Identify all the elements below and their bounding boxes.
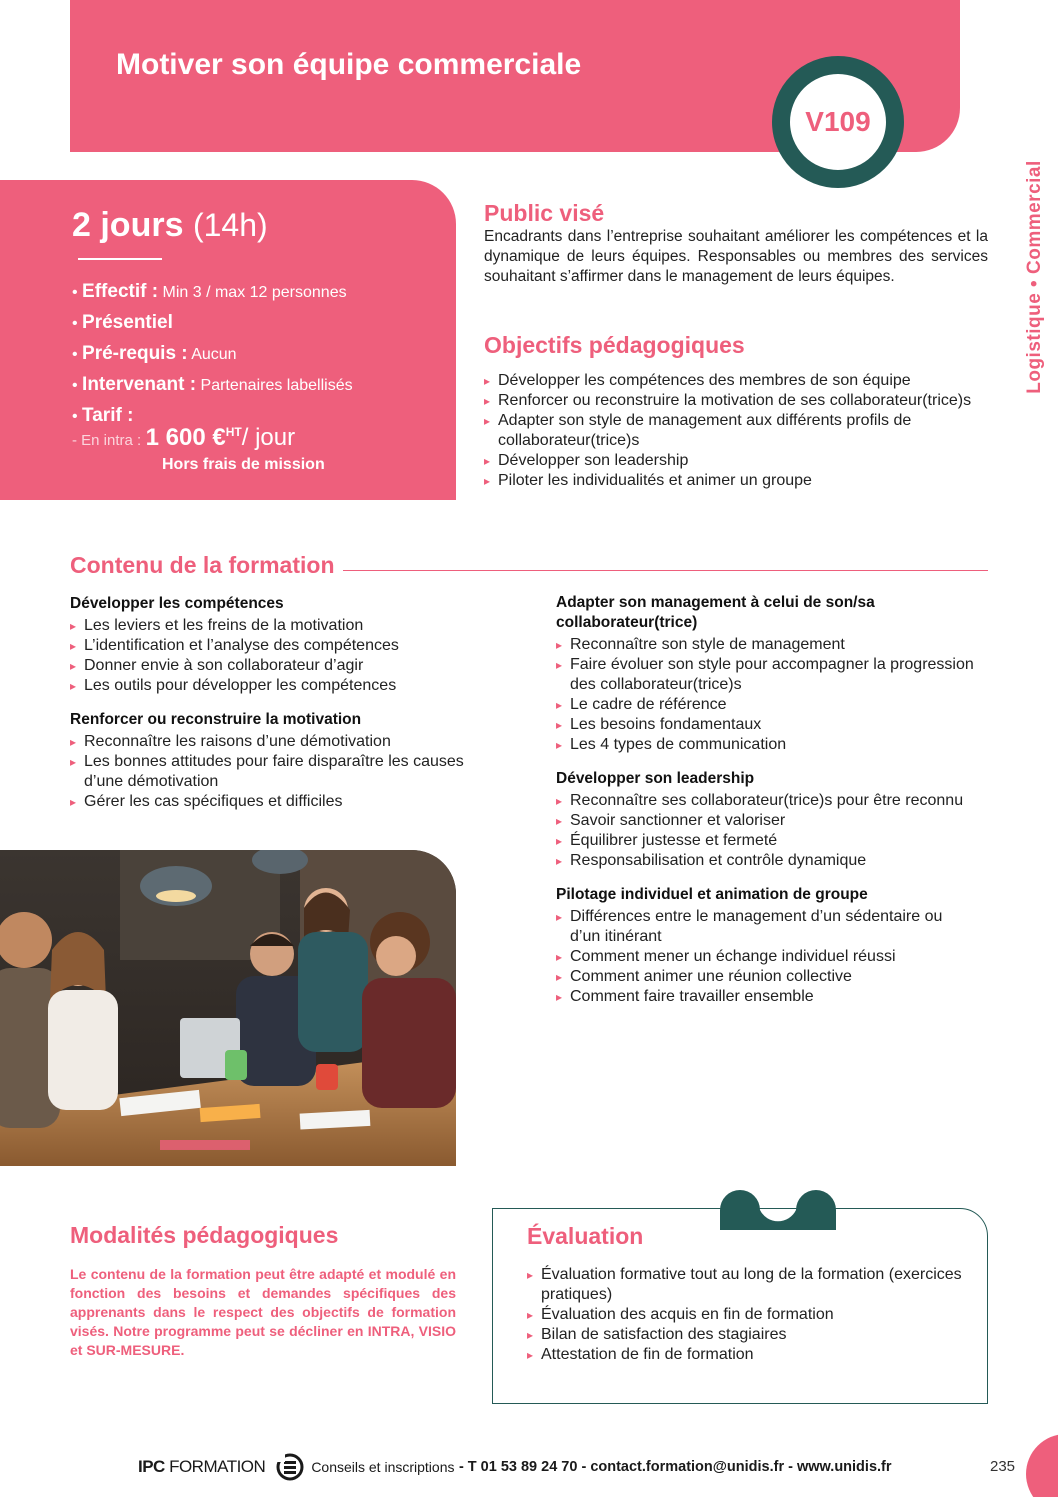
list-item: ▸ Donner envie à son collaborateur d’agir — [70, 656, 480, 676]
contenu-group — [556, 769, 976, 871]
info-label: Effectif : — [82, 281, 159, 302]
tarif-price-value: 1 600 € — [145, 424, 226, 451]
evaluation-box — [492, 1208, 988, 1404]
team-meeting-photo — [0, 850, 456, 1166]
evaluation-title: Évaluation — [527, 1223, 644, 1249]
duration — [72, 206, 268, 245]
list-item: ▸ Développer son leadership — [484, 451, 994, 471]
footer — [138, 1450, 892, 1484]
list-item: ▸ Les leviers et les freins de la motivation — [70, 616, 480, 636]
team-meeting-illustration — [0, 850, 456, 1166]
info-value: Min 3 / max 12 personnes — [162, 284, 347, 301]
tarif-prefix: - En intra : — [72, 432, 142, 449]
list-item: ▸ Les bonnes attitudes pour faire disparaître les causes d’une démotivation — [70, 752, 480, 792]
tarif-note: Hors frais de mission — [162, 456, 325, 473]
list-item: ▸ Bilan de satisfaction des stagiaires — [527, 1325, 967, 1345]
divider — [343, 570, 989, 572]
corner-decoration — [1026, 1434, 1058, 1497]
list-item: ▸ Développer les compétences des membres de son équipe — [484, 371, 994, 391]
group-heading: Développer son leadership — [556, 770, 755, 787]
objectifs-section — [484, 332, 994, 491]
info-row-effectif: • Effectif : Min 3 / max 12 personnes — [72, 281, 347, 302]
list-item: ▸ Reconnaître son style de management — [556, 635, 976, 655]
list-item: ▸ Les outils pour développer les compétences — [70, 676, 480, 696]
group-heading: Pilotage individuel et animation de groupe — [556, 886, 868, 903]
contenu-left-column — [70, 594, 480, 826]
objectifs-title: Objectifs pédagogiques — [484, 332, 745, 358]
list-item: ▸ Piloter les individualités et animer un groupe — [484, 471, 994, 491]
info-label: Présentiel — [82, 312, 173, 333]
contenu-group — [70, 594, 480, 696]
info-row-prerequis: • Pré-requis : Aucun — [72, 343, 237, 364]
list-item: ▸ Équilibrer justesse et fermeté — [556, 831, 976, 851]
info-label: Intervenant : — [82, 374, 197, 395]
list-item: ▸ Gérer les cas spécifiques et difficiles — [70, 792, 480, 812]
public-section — [484, 200, 988, 287]
duration-days: 2 jours — [72, 206, 184, 244]
conseil-logo-icon — [275, 1452, 305, 1482]
list-item: ▸ Attestation de fin de formation — [527, 1345, 967, 1365]
list-item: ▸ Les besoins fondamentaux — [556, 715, 976, 735]
list-item: ▸ Comment mener un échange individuel réussi — [556, 947, 976, 967]
info-value: Aucun — [191, 346, 237, 363]
list-item: ▸ L’identification et l’analyse des compétences — [70, 636, 480, 656]
list-item: ▸ Les 4 types de communication — [556, 735, 976, 755]
course-code: V109 — [805, 106, 871, 137]
contenu-group — [70, 710, 480, 812]
list-item: ▸ Reconnaître ses collaborateur(trice)s pour être reconnu — [556, 791, 976, 811]
tarif-line — [72, 424, 295, 452]
tarif-unit: / jour — [241, 424, 296, 451]
list-item: ▸ Reconnaître les raisons d’une démotivation — [70, 732, 480, 752]
footer-lead: Conseils et inscriptions — [311, 1459, 455, 1475]
modalites-title: Modalités pédagogiques — [70, 1222, 339, 1248]
list-item: ▸ Comment animer une réunion collective — [556, 967, 976, 987]
brand-bold: IPC — [138, 1457, 165, 1476]
list-item: ▸ Évaluation formative tout au long de la formation (exercices pratiques) — [527, 1265, 967, 1305]
objectifs-list — [484, 371, 994, 491]
tarif-ht: HT — [225, 425, 242, 439]
side-category-label: Logistique • Commercial — [1024, 160, 1045, 394]
contenu-header — [70, 552, 988, 579]
duration-hours: (14h) — [192, 207, 268, 243]
list-item: ▸ Responsabilisation et contrôle dynamique — [556, 851, 976, 871]
contenu-group — [556, 593, 976, 755]
list-item: ▸ Différences entre le management d’un sédentaire ou d’un itinérant — [556, 907, 976, 947]
brand-rest: FORMATION — [169, 1457, 266, 1476]
group-heading: Renforcer ou reconstruire la motivation — [70, 711, 362, 728]
tarif-price — [146, 424, 242, 451]
group-heading: Développer les compétences — [70, 595, 284, 612]
public-title: Public visé — [484, 200, 605, 226]
list-item: ▸ Faire évoluer son style pour accompagner la progression des collaborateur(trice)s — [556, 655, 976, 695]
info-list — [72, 276, 452, 431]
course-code-badge — [772, 56, 904, 188]
list-item: ▸ Le cadre de référence — [556, 695, 976, 715]
info-row-intervenant: • Intervenant : Partenaires labellisés — [72, 374, 353, 395]
page-title: Motiver son équipe commerciale — [116, 48, 582, 81]
list-item: ▸ Évaluation des acquis en fin de formation — [527, 1305, 967, 1325]
info-label: Tarif : — [82, 405, 134, 426]
public-text: Encadrants dans l’entreprise souhaitant améliorer les compétences et la dynamique de leurs équipes. Responsables ou membres des services souhaitant s’affirmer dans le management de leurs équipes. — [484, 228, 988, 285]
footer-contact[interactable]: - T 01 53 89 24 70 - contact.formation@unidis.fr - www.unidis.fr — [458, 1459, 892, 1475]
modalites-section — [70, 1222, 456, 1360]
info-label: Pré-requis : — [82, 343, 188, 364]
list-item: ▸ Comment faire travailler ensemble — [556, 987, 976, 1007]
page-number: 235 — [990, 1458, 1016, 1475]
info-value: Partenaires labellisés — [200, 377, 353, 394]
modalites-text: Le contenu de la formation peut être adapté et modulé en fonction des besoins et demandes spécifiques des apprenants dans le respect des objectifs de formation visés. Notre programme peut se décliner en INTRA, VISIO et SUR-MESURE. — [70, 1266, 456, 1358]
group-heading: Adapter son management à celui de son/sa collaborateur(trice) — [556, 594, 875, 631]
info-row-tarif: • Tarif : — [72, 405, 134, 426]
info-box — [0, 180, 456, 500]
evaluation-list — [527, 1265, 967, 1365]
list-item: ▸ Renforcer ou reconstruire la motivation de ses collaborateur(trice)s — [484, 391, 994, 411]
duration-underline — [78, 258, 162, 260]
info-row-presentiel: • Présentiel — [72, 312, 173, 333]
side-category-tag — [1020, 152, 1050, 402]
contenu-right-column — [556, 593, 976, 1021]
list-item: ▸ Adapter son style de management aux différents profils de collaborateur(trice)s — [484, 411, 994, 451]
brand-logo — [138, 1457, 265, 1477]
list-item: ▸ Savoir sanctionner et valoriser — [556, 811, 976, 831]
contenu-group — [556, 885, 976, 1007]
contenu-title: Contenu de la formation — [70, 552, 335, 578]
